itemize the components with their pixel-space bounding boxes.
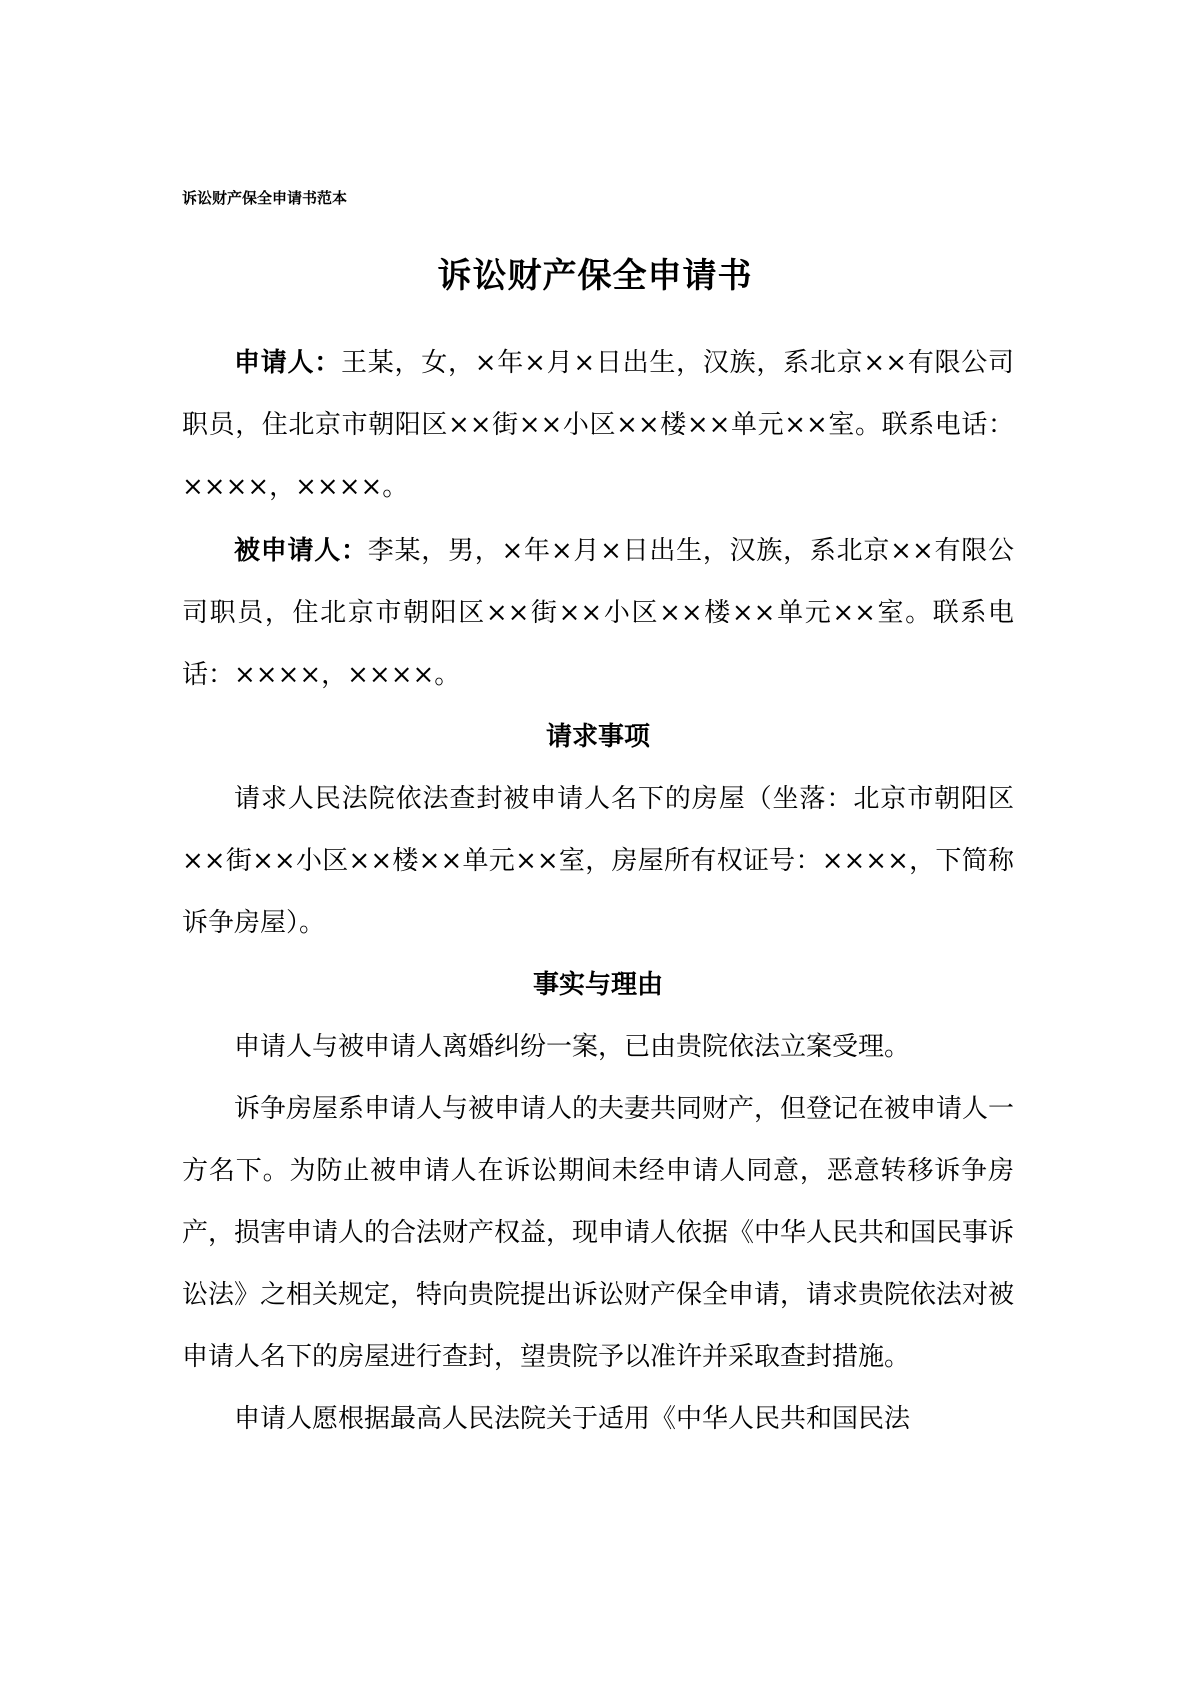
- facts-heading: 事实与理由: [532, 970, 663, 1000]
- running-header: 诉讼财产保全申请书范本: [182, 189, 348, 207]
- facts-paragraph-3: 申请人愿根据最高人民法院关于适用《中华人民共和国民法: [234, 1404, 911, 1434]
- facts-paragraph-2: 诉争房屋系申请人与被申请人的夫妻共同财产，但登记在被申请人一方名下。为防止被申请人在诉讼期间未经申请人同意，恶意转移诉争房产，损害申请人的合法财产权益，现申请人依据《中华人民共和国民事诉讼法》之相关规定，特向贵院提出诉讼财产保全申请，请求贵院依法对被申请人名下的房屋进行查封，望贵院予以准许并采取查封措施。: [182, 1094, 1015, 1372]
- facts-paragraph-1: 申请人与被申请人离婚纠纷一案，已由贵院依法立案受理。: [234, 1032, 911, 1062]
- requests-heading: 请求事项: [545, 722, 650, 752]
- applicant-text: 王某，女，×年×月×日出生，汉族，系北京××有限公司职员，住北京市朝阳区××街××小区××楼××单元××室。联系电话：××××，××××。: [182, 348, 1014, 502]
- document-body: [182, 332, 1014, 1450]
- document-title: 诉讼财产保全申请书: [437, 256, 753, 296]
- applicant-paragraph: [182, 332, 1014, 518]
- respondent-label: 被申请人：: [234, 536, 368, 566]
- respondent-text: 李某，男，×年×月×日出生，汉族，系北京××有限公司职员，住北京市朝阳区××街××小区××楼××单元××室。联系电话：××××，××××。: [182, 536, 1014, 690]
- applicant-label: 申请人：: [234, 348, 342, 378]
- respondent-paragraph: [182, 520, 1014, 706]
- requests-paragraph: 请求人民法院依法查封被申请人名下的房屋（坐落：北京市朝阳区××街××小区××楼××单元××室，房屋所有权证号：××××，下简称诉争房屋）。: [182, 784, 1014, 938]
